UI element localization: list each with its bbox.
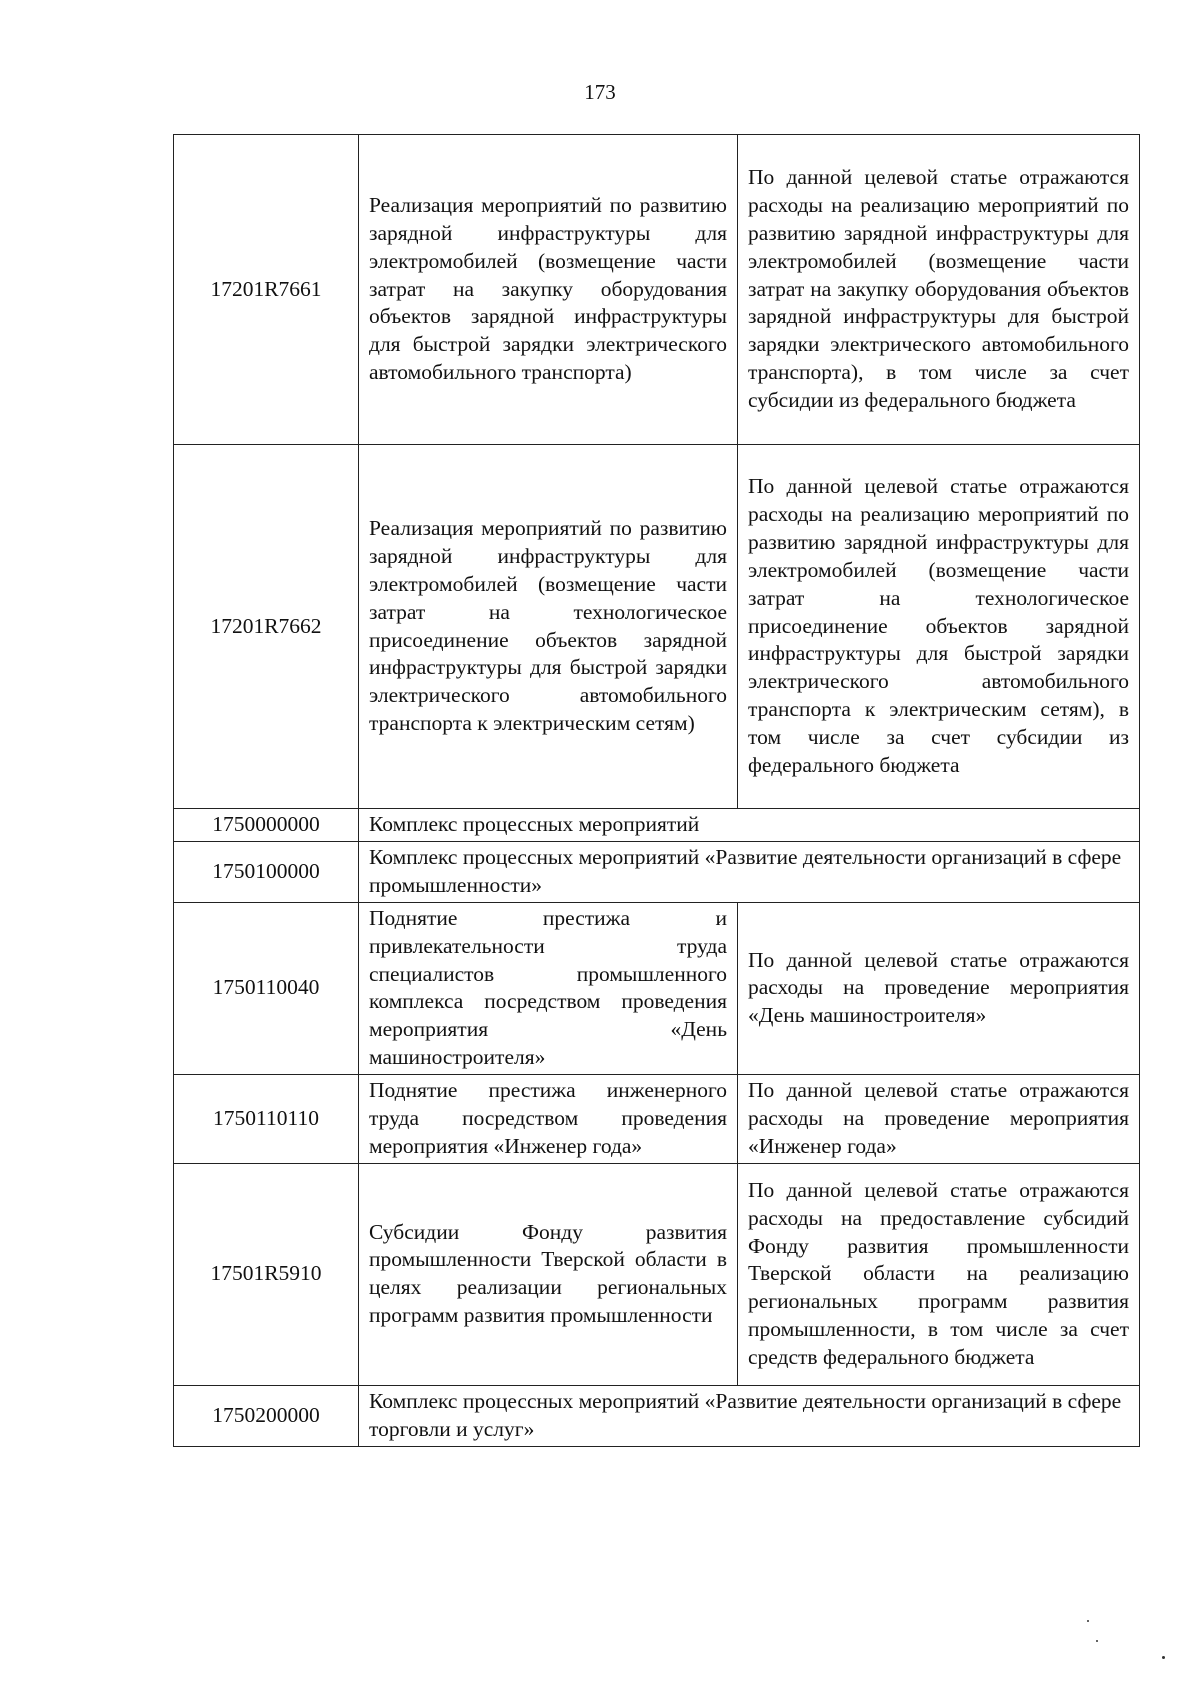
target-article-name: Реализация мероприятий по развитию зарядной инфраструктуры для электромобилей (возмещение части затрат на закупку оборудования объектов зарядной инфраструктуры для быстрой зарядки электрического автомобильного транспорта) [359, 135, 738, 445]
table-row [174, 902, 1140, 1074]
table-row [174, 841, 1140, 902]
target-article-description: По данной целевой статье отражаются расходы на реализацию мероприятий по развитию зарядной инфраструктуры для электромобилей (возмещение части затрат на закупку оборудования объектов зарядной инфраструктуры для быстрой зарядки электрического автомобильного транспорта), в том числе за счет субсидии из федерального бюджета [738, 135, 1140, 445]
target-article-description: По данной целевой статье отражаются расходы на реализацию мероприятий по развитию зарядной инфраструктуры для электромобилей (возмещение части затрат на технологическое присоединение объектов зарядной инфраструктуры для быстрой зарядки электрического автомобильного транспорта к электрическим сетям), в том числе за счет субсидии из федерального бюджета [738, 445, 1140, 809]
target-article-name: Комплекс процессных мероприятий «Развитие деятельности организаций в сфере торговли и услуг» [359, 1385, 1140, 1446]
target-article-code: 1750200000 [174, 1385, 359, 1446]
target-article-name: Поднятие престижа и привлекательности труда специалистов промышленного комплекса посредством проведения мероприятия «День машиностроителя» [359, 902, 738, 1074]
target-article-description: По данной целевой статье отражаются расходы на предоставление субсидий Фонду развития промышленности Тверской области на реализацию региональных программ развития промышленности, в том числе за счет средств федерального бюджета [738, 1163, 1140, 1385]
page-number: 173 [584, 80, 616, 104]
budget-classification-table [173, 134, 1140, 1447]
target-article-code: 17201R7661 [174, 135, 359, 445]
table-row [174, 1075, 1140, 1164]
target-article-name: Субсидии Фонду развития промышленности Тверской области в целях реализации региональных программ развития промышленности [359, 1163, 738, 1385]
target-article-code: 1750110110 [174, 1075, 359, 1164]
target-article-code: 1750000000 [174, 809, 359, 842]
scan-speck [1096, 1640, 1098, 1642]
target-article-description: По данной целевой статье отражаются расходы на проведение мероприятия «День машиностроителя» [738, 902, 1140, 1074]
target-article-code: 17501R5910 [174, 1163, 359, 1385]
target-article-code: 17201R7662 [174, 445, 359, 809]
target-article-name: Поднятие престижа инженерного труда посредством проведения мероприятия «Инженер года» [359, 1075, 738, 1164]
target-article-description: По данной целевой статье отражаются расходы на проведение мероприятия «Инженер года» [738, 1075, 1140, 1164]
target-article-code: 1750110040 [174, 902, 359, 1074]
scan-speck [1087, 1620, 1089, 1622]
target-article-name: Реализация мероприятий по развитию зарядной инфраструктуры для электромобилей (возмещение части затрат на технологическое присоединение объектов зарядной инфраструктуры для быстрой зарядки электрического автомобильного транспорта к электрическим сетям) [359, 445, 738, 809]
scan-speck [1162, 1656, 1165, 1659]
table-row [174, 135, 1140, 445]
target-article-name: Комплекс процессных мероприятий «Развитие деятельности организаций в сфере промышленности» [359, 841, 1140, 902]
target-article-code: 1750100000 [174, 841, 359, 902]
target-article-name: Комплекс процессных мероприятий [359, 809, 1140, 842]
table-row [174, 445, 1140, 809]
table-row [174, 1385, 1140, 1446]
table-row [174, 1163, 1140, 1385]
table-row [174, 809, 1140, 842]
